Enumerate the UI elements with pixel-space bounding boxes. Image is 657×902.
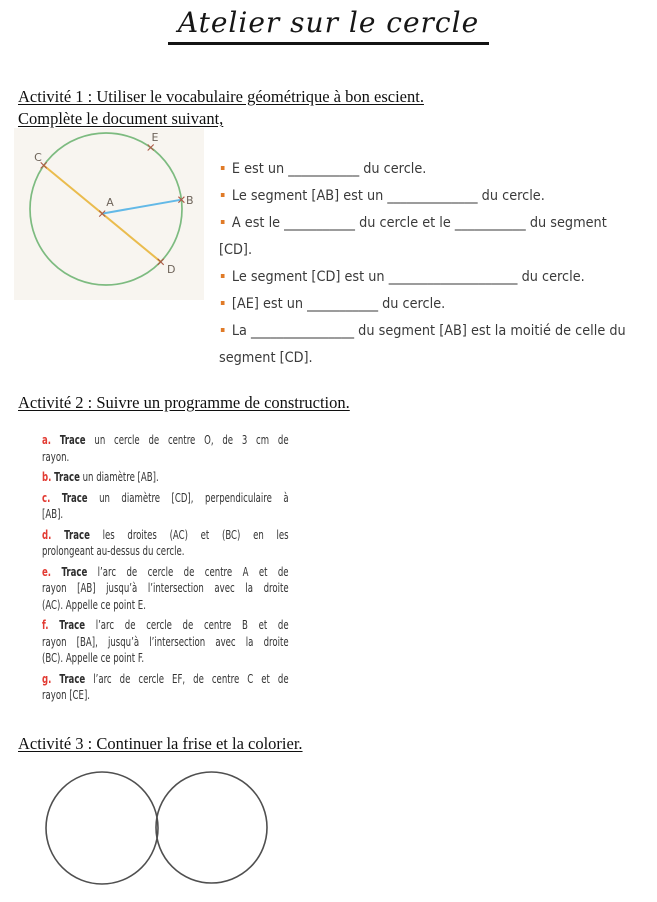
step-letter: c. bbox=[42, 489, 51, 505]
construction-step-d bbox=[42, 527, 289, 560]
circle-diagram-svg bbox=[14, 128, 204, 300]
activity3-heading: Activité 3 : Continuer la frise et la colorier. bbox=[18, 734, 303, 753]
step-line: (AC). Appelle ce point E. bbox=[42, 596, 146, 612]
construction-step-e bbox=[42, 564, 289, 614]
vocab-line bbox=[219, 156, 657, 183]
bullet-icon bbox=[221, 193, 225, 197]
step-line: rayon [BA], jusqu’à l’intersection avec la droite bbox=[42, 633, 289, 649]
vocab-line-text: Le segment [CD] est un ____________________ du cercle. bbox=[231, 269, 585, 285]
step-line bbox=[42, 490, 289, 507]
step-text: un cercle de centre O, de 3 cm de bbox=[94, 432, 289, 447]
step-verb: Trace bbox=[61, 563, 88, 579]
activity1-heading: Activité 1 : Utiliser le vocabulaire géométrique à bon escient. bbox=[18, 87, 424, 106]
construction-step-b bbox=[42, 469, 289, 486]
frieze-drawing bbox=[40, 765, 280, 890]
step-line bbox=[42, 527, 289, 544]
point-label-d: D bbox=[167, 263, 176, 276]
step-verb: Trace bbox=[59, 617, 86, 632]
point-mark-e bbox=[148, 145, 154, 151]
vocab-line-text: Le segment [AB] est un ______________ du cercle. bbox=[231, 188, 545, 204]
construction-step-c bbox=[42, 490, 289, 523]
step-line bbox=[42, 671, 289, 688]
construction-step-a bbox=[42, 432, 289, 465]
vocab-line-text: [CD]. bbox=[219, 242, 253, 258]
step-line bbox=[42, 564, 289, 581]
bullet-icon bbox=[221, 220, 225, 224]
activity1-subheading: Complète le document suivant, bbox=[18, 109, 224, 128]
step-letter: f. bbox=[42, 617, 49, 632]
vocab-line-text: segment [CD]. bbox=[219, 350, 313, 366]
vocab-line-text: A est le ___________ du cercle et le ___________ du segment bbox=[231, 215, 607, 231]
step-line: rayon. bbox=[42, 448, 70, 464]
step-line: rayon [AB] jusqu’à l’intersection avec la droite bbox=[42, 580, 289, 595]
vocab-line bbox=[219, 264, 657, 291]
step-line bbox=[42, 469, 289, 486]
construction-step-g bbox=[42, 671, 289, 704]
bullet-icon bbox=[221, 274, 225, 278]
circle-outline bbox=[30, 133, 182, 285]
step-verb: Trace bbox=[54, 469, 80, 484]
circle-diagram bbox=[14, 128, 204, 300]
point-label-a: A bbox=[106, 196, 114, 209]
worksheet-title: Atelier sur le cercle bbox=[168, 6, 489, 45]
step-verb: Trace bbox=[59, 432, 86, 447]
step-letter: a. bbox=[42, 432, 52, 447]
step-line: rayon [CE]. bbox=[42, 687, 91, 702]
step-letter: e. bbox=[42, 563, 52, 579]
step-text: l’arc de cercle de centre B et de bbox=[95, 617, 289, 632]
activity2-list bbox=[42, 432, 289, 708]
step-text: l’arc de cercle de centre A et de bbox=[97, 563, 289, 579]
step-text: un diamètre [AB]. bbox=[82, 469, 159, 484]
step-line bbox=[42, 617, 289, 634]
vocab-line bbox=[219, 210, 657, 237]
vocab-line bbox=[219, 291, 657, 318]
vocab-line bbox=[219, 183, 657, 210]
step-letter: b. bbox=[42, 469, 52, 484]
activity1-list bbox=[219, 156, 657, 372]
step-line: prolongeant au-dessus du cercle. bbox=[42, 543, 185, 558]
bullet-icon bbox=[221, 328, 225, 332]
step-letter: d. bbox=[42, 526, 52, 542]
vocab-line-continuation bbox=[219, 237, 657, 264]
frieze-circle-right bbox=[156, 772, 267, 883]
bullet-icon bbox=[221, 166, 225, 170]
step-verb: Trace bbox=[64, 526, 90, 542]
step-line: [AB]. bbox=[42, 506, 64, 521]
frieze-circle-left bbox=[46, 772, 158, 884]
vocab-line-text: [AE] est un ___________ du cercle. bbox=[231, 296, 446, 312]
step-text: l’arc de cercle EF, de centre C et de bbox=[93, 670, 289, 686]
point-mark-d bbox=[158, 259, 164, 265]
vocab-line-text: La ________________ du segment [AB] est la moitié de celle du bbox=[231, 323, 626, 339]
step-line: (BC). Appelle ce point F. bbox=[42, 650, 145, 665]
step-letter: g. bbox=[42, 670, 52, 686]
vocab-line bbox=[219, 318, 657, 345]
step-line bbox=[42, 432, 289, 449]
point-label-b: B bbox=[186, 194, 194, 207]
vocab-line-continuation bbox=[219, 345, 657, 372]
radius-line-ab bbox=[102, 200, 181, 214]
step-verb: Trace bbox=[59, 670, 86, 686]
point-label-e: E bbox=[151, 131, 159, 144]
step-text: un diamètre [CD], perpendiculaire à bbox=[99, 489, 289, 505]
activity2-heading: Activité 2 : Suivre un programme de construction. bbox=[18, 393, 350, 412]
construction-step-f bbox=[42, 617, 289, 667]
bullet-icon bbox=[221, 301, 225, 305]
title-wrap bbox=[0, 6, 657, 45]
step-verb: Trace bbox=[61, 489, 88, 505]
point-label-c: C bbox=[34, 151, 42, 164]
step-text: les droites (AC) et (BC) en les bbox=[102, 526, 289, 542]
vocab-line-text: E est un ___________ du cercle. bbox=[231, 161, 427, 177]
